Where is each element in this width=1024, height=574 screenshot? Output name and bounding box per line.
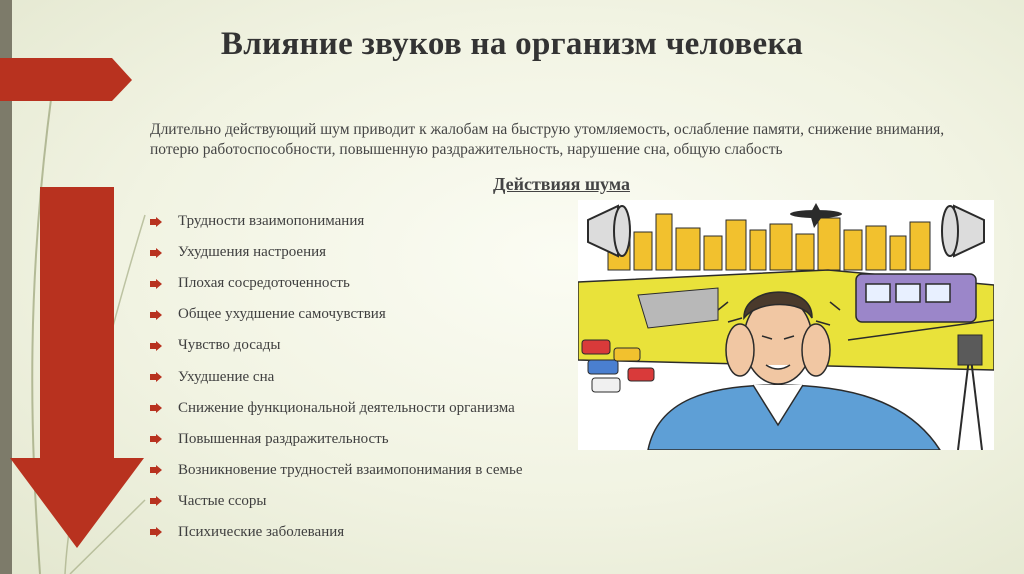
list-item <box>150 486 580 517</box>
arrow-bullet-icon <box>150 403 162 413</box>
down-arrow-icon <box>10 187 144 548</box>
list-item <box>150 393 580 424</box>
arrow-bullet-icon <box>150 341 162 351</box>
slide-title: Влияние звуков на организм человека <box>220 26 804 62</box>
list-item <box>150 237 580 268</box>
arrow-bullet-icon <box>150 279 162 289</box>
section-title: Действияя шума <box>493 174 630 194</box>
list-item-label: Чувство досады <box>178 337 281 354</box>
noise-illustration <box>578 200 994 450</box>
list-item <box>150 268 580 299</box>
list-item <box>150 299 580 330</box>
list-item-label: Ухудшения настроения <box>178 244 327 261</box>
list-item-label: Ухудшение сна <box>178 368 275 385</box>
arrow-bullet-icon <box>150 372 162 382</box>
list-item-label: Повышенная раздражительность <box>178 430 389 447</box>
arrow-bullet-icon <box>150 527 162 537</box>
list-item <box>150 455 580 486</box>
list-item <box>150 206 580 237</box>
list-item-label: Снижение функциональной деятельности организма <box>178 399 515 416</box>
decoration <box>0 0 150 574</box>
list-item-label: Трудности взаимопонимания <box>178 213 365 230</box>
list-item <box>150 361 580 392</box>
arrow-bullet-icon <box>150 310 162 320</box>
noise-effects-list <box>150 206 580 548</box>
list-item-label: Возникновение трудностей взаимопонимания в семье <box>178 461 523 478</box>
list-item-label: Общее ухудшение самочувствия <box>178 306 386 323</box>
list-item-label: Частые ссоры <box>178 492 267 509</box>
arrow-bullet-icon <box>150 496 162 506</box>
arrow-bullet-icon <box>150 217 162 227</box>
arrow-bullet-icon <box>150 434 162 444</box>
list-item <box>150 517 580 548</box>
list-item <box>150 424 580 455</box>
intro-paragraph: Длительно действующий шум приводит к жалобам на быструю утомляемость, ослабление памяти, снижение внимания, потерю работоспособности, повышенную раздражительность, нарушение сна, общую слабость <box>150 121 945 158</box>
list-item <box>150 330 580 361</box>
arrow-bullet-icon <box>150 248 162 258</box>
horizontal-arrow-icon <box>0 58 132 101</box>
list-item-label: Психические заболевания <box>178 523 345 540</box>
list-item-label: Плохая сосредоточенность <box>178 275 350 292</box>
arrow-bullet-icon <box>150 465 162 475</box>
